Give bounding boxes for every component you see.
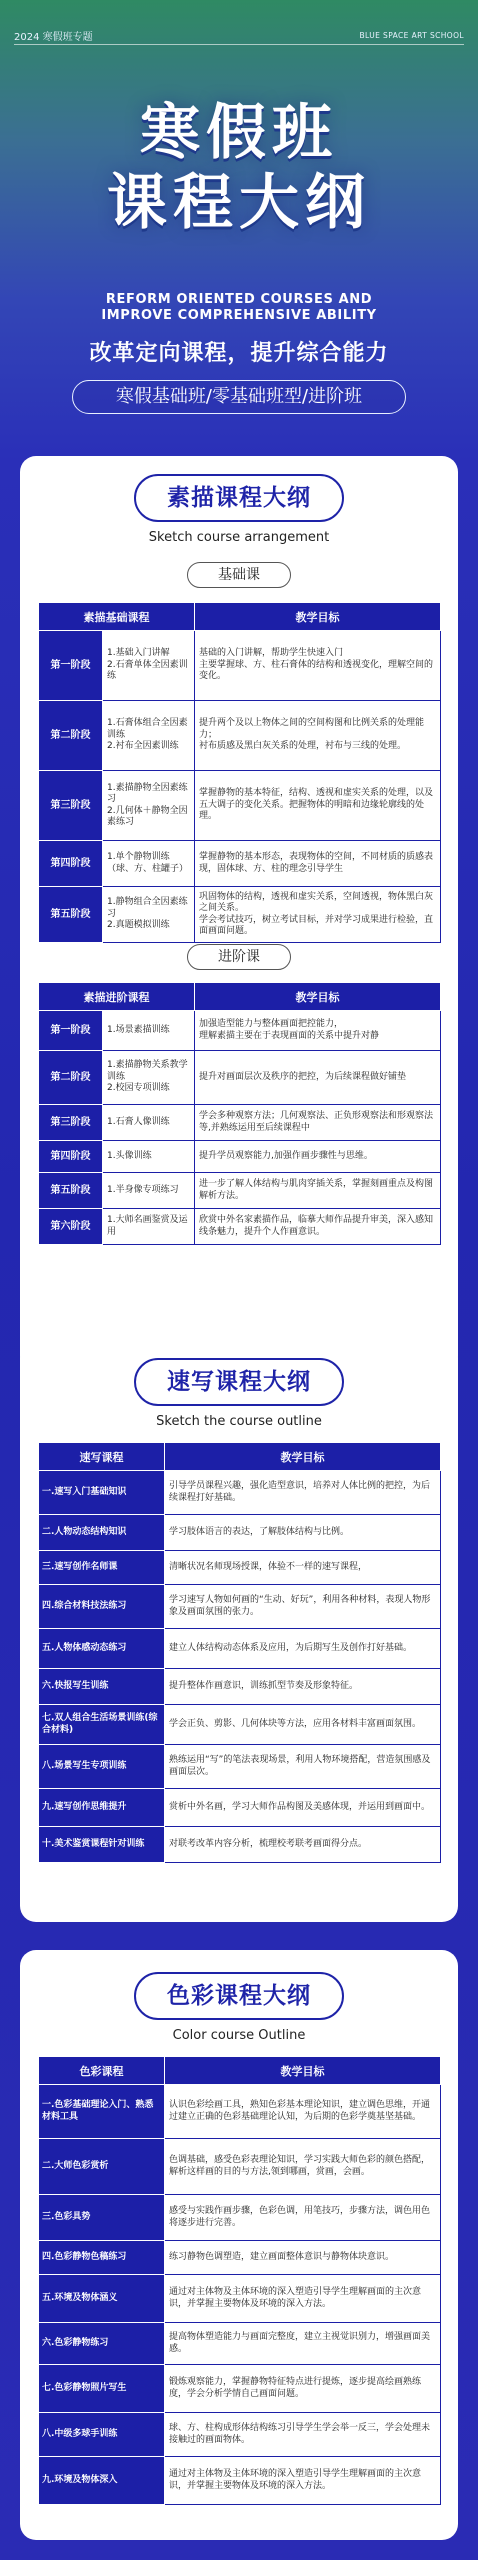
- row-stage: 第三阶段: [39, 771, 103, 841]
- table-row: [39, 2413, 441, 2457]
- row-course: 1.素描静物关系教学训练 2.校园专项训练: [103, 1051, 195, 1105]
- english-tagline-line1: REFORM ORIENTED COURSES AND: [105, 292, 373, 307]
- table-header-course: 素描进阶课程: [39, 983, 195, 1011]
- row-course: 六.色彩静物练习: [39, 2323, 165, 2365]
- row-course: 四.色彩静物色稿练习: [39, 2241, 165, 2275]
- table-row: [39, 1209, 441, 1245]
- row-course: 1.半身像专项练习: [103, 1173, 195, 1209]
- row-goal: 提升学员观察能力,加强作画步骤性与思维。: [195, 1141, 441, 1173]
- row-course: 七.色彩静物照片写生: [39, 2365, 165, 2413]
- table-row: [39, 1011, 441, 1051]
- table-row: [39, 1629, 441, 1669]
- row-goal: 练习静物色调塑造，建立画面整体意识与静物体块意识。: [165, 2241, 441, 2275]
- row-course: 1.石膏人像训练: [103, 1105, 195, 1141]
- table-row: [39, 2195, 441, 2241]
- table-row: [39, 1551, 441, 1585]
- quick-sketch-table: [38, 1442, 441, 1863]
- row-course: 一.速写入门基础知识: [39, 1471, 165, 1515]
- row-course: 二.大师色彩赏析: [39, 2139, 165, 2195]
- row-goal: 球、方、柱构成形体结构练习引导学生学会举一反三，学会处理未接触过的画面物体。: [165, 2413, 441, 2457]
- row-course: 五.环境及物体涵义: [39, 2275, 165, 2323]
- sketch-title-badge: [134, 474, 344, 522]
- sketch-subtitle: Sketch course arrangement: [148, 530, 330, 545]
- english-tagline-line2: IMPROVE COMPREHENSIVE ABILITY: [101, 308, 377, 323]
- row-goal: 赏析中外名画，学习大师作品构图及美感体现，并运用到画面中。: [165, 1789, 441, 1827]
- row-stage: 第四阶段: [39, 841, 103, 887]
- row-goal: 学习速写人物如何画的“生动、好玩”，利用各种材料，表现人物形象及画面氛围的张力。: [165, 1585, 441, 1629]
- row-goal: 提升两个及以上物体之间的空间构图和比例关系的处理能力； 衬布质感及黑白灰关系的处理，衬布与三线的处理。: [195, 701, 441, 771]
- row-course: 八.场景写生专项训练: [39, 1745, 165, 1789]
- table-row: [39, 1827, 441, 1863]
- row-goal: 通过对主体物及主体环境的深入塑造引导学生理解画面的主次意识，并掌握主要物体及环境的深入方法。: [165, 2275, 441, 2323]
- row-course: 五.人物体感动态练习: [39, 1629, 165, 1669]
- row-course: 1.基础入门讲解 2.石膏单体全因素训练: [103, 631, 195, 701]
- row-goal: 欣赏中外名家素描作品，临摹大师作品提升审美，深入感知线条魅力，提升个人作画意识。: [195, 1209, 441, 1245]
- quick-title: 速写课程大纲: [154, 1363, 324, 1401]
- table-row: [39, 2275, 441, 2323]
- row-goal: 提升整体作画意识，训练抓型节奏及形象特征。: [165, 1669, 441, 1705]
- row-stage: 第一阶段: [39, 631, 103, 701]
- row-stage: 第三阶段: [39, 1105, 103, 1141]
- color-title: 色彩课程大纲: [154, 1977, 324, 2015]
- row-course: 九.环境及物体深入: [39, 2457, 165, 2505]
- row-goal: 掌握静物的基本特征，结构、透视和虚实关系的处理，以及五大调子的变化关系。把握物体的明暗和边缘轮廓线的处理。: [195, 771, 441, 841]
- school-name: BLUE SPACE ART SCHOOL: [359, 31, 464, 40]
- table-row: [39, 2457, 441, 2505]
- row-stage: 第四阶段: [39, 1141, 103, 1173]
- row-goal: 提升对画面层次及秩序的把控，为后续课程做好铺垫: [195, 1051, 441, 1105]
- table-header-course: 速写课程: [39, 1443, 165, 1471]
- row-goal: 锻炼观察能力，掌握静物特征特点进行提炼，逐步提高绘画熟练度，学会分析学情自己画面问题。: [165, 2365, 441, 2413]
- quick-title-badge: [134, 1358, 344, 1406]
- sketch-advanced-table: [38, 982, 441, 1245]
- row-goal: 对联考改革内容分析，梳理校考联考画面得分点。: [165, 1827, 441, 1863]
- table-header-course: 素描基础课程: [39, 603, 195, 631]
- row-goal: 学会正负、剪影、几何体块等方法，应用各材料丰富画面氛围。: [165, 1705, 441, 1745]
- row-course: 1.头像训练: [103, 1141, 195, 1173]
- row-course: 三.色彩具势: [39, 2195, 165, 2241]
- row-stage: 第二阶段: [39, 701, 103, 771]
- row-goal: 引导学员课程兴趣，强化造型意识，培养对人体比例的把控，为后续课程打好基础。: [165, 1471, 441, 1515]
- table-row: [39, 1141, 441, 1173]
- table-row: [39, 1051, 441, 1105]
- main-title-line2: 课程大纲: [107, 168, 371, 238]
- color-card: [20, 1950, 458, 2540]
- row-goal: 掌握静物的基本形态，表现物体的空间，不同材质的质感表现，固体球、方、柱的理念引导学生: [195, 841, 441, 887]
- table-row: [39, 887, 441, 943]
- sketch-title: 素描课程大纲: [154, 479, 324, 517]
- table-row: [39, 1173, 441, 1209]
- table-row: [39, 771, 441, 841]
- row-stage: 第二阶段: [39, 1051, 103, 1105]
- basic-level-badge: 基础课: [187, 562, 291, 588]
- english-tagline: [0, 292, 478, 324]
- edition-label: 2024 寒假班专题: [14, 32, 93, 43]
- row-goal: 提高物体塑造能力与画面完整度，建立主视觉识别力，增强画面美感。: [165, 2323, 441, 2365]
- row-goal: 进一步了解人体结构与肌肉穿插关系，掌握刻画重点及构图解析方法。: [195, 1173, 441, 1209]
- row-goal: 学习肢体语言的表达，了解肢体结构与比例。: [165, 1515, 441, 1551]
- row-goal: 感受与实践作画步骤，色彩色调，用笔技巧，步骤方法，调色用色将逐步进行完善。: [165, 2195, 441, 2241]
- row-goal: 建立人体结构动态体系及应用，为后期写生及创作打好基础。: [165, 1629, 441, 1669]
- row-course: 1.石膏体组合全因素训练 2.衬布全因素训练: [103, 701, 195, 771]
- class-types-pill: 寒假基础班/零基础班型/进阶班: [72, 380, 406, 414]
- table-header-goal: 教学目标: [195, 983, 441, 1011]
- table-row: [39, 1471, 441, 1515]
- quick-subtitle: Sketch the course outline: [156, 1414, 322, 1429]
- sketch-card: [20, 456, 458, 1372]
- row-course: 十.美术鉴赏课程针对训练: [39, 1827, 165, 1863]
- row-course: 四.综合材料技法练习: [39, 1585, 165, 1629]
- row-goal: 加强造型能力与整体画面把控能力， 理解素描主要在于表现画面的关系中提升对静: [195, 1011, 441, 1051]
- row-goal: 认识色彩绘画工具，熟知色彩基本理论知识，建立调色思维，开通过建立正确的色彩基础理论认知，为后期的色彩学奠基坚基础。: [165, 2085, 441, 2139]
- table-row: [39, 1789, 441, 1827]
- row-goal: 色调基础，感受色彩表理论知识，学习实践大师色彩的颜色搭配，解析这样画的目的与方法,领到哪画，赏画，会画。: [165, 2139, 441, 2195]
- row-stage: 第五阶段: [39, 887, 103, 943]
- row-course: 1.素描静物全因素练习 2.几何体＋静物全因素练习: [103, 771, 195, 841]
- table-row: [39, 1585, 441, 1629]
- row-course: 二.人物动态结构知识: [39, 1515, 165, 1551]
- table-header-goal: 教学目标: [165, 2057, 441, 2085]
- table-row: [39, 1515, 441, 1551]
- row-stage: 第一阶段: [39, 1011, 103, 1051]
- row-goal: 通过对主体物及主体环境的深入塑造引导学生理解画面的主次意识，并掌握主要物体及环境的深入方法。: [165, 2457, 441, 2505]
- table-row: [39, 701, 441, 771]
- color-subtitle: Color course Outline: [172, 2028, 306, 2043]
- row-course: 一.色彩基础理论入门、熟悉材料工具: [39, 2085, 165, 2139]
- row-course: 八.中级多球手训练: [39, 2413, 165, 2457]
- quick-sketch-card: [20, 1342, 458, 1922]
- color-table: [38, 2056, 441, 2505]
- table-row: [39, 631, 441, 701]
- row-course: 七.双人组合生活场景训练(综合材料): [39, 1705, 165, 1745]
- row-goal: 巩固物体的结构，透视和虚实关系，空间透视，物体黑白灰之间关系。 学会考试技巧，树立考试目标，并对学习成果进行检验，直面画面问题。: [195, 887, 441, 943]
- slogan: 改革定向课程，提升综合能力: [89, 341, 389, 366]
- row-course: 1.大师名画鉴赏及运用: [103, 1209, 195, 1245]
- row-course: 1.静物组合全因素练习 2.真题模拟训练: [103, 887, 195, 943]
- row-course: 六.快报写生训练: [39, 1669, 165, 1705]
- row-course: 1.单个静物训练（球、方、柱罐子）: [103, 841, 195, 887]
- row-goal: 基础的入门讲解，帮助学生快速入门 主要掌握球、方、柱石膏体的结构和透视变化，理解空间的变化。: [195, 631, 441, 701]
- row-stage: 第五阶段: [39, 1173, 103, 1209]
- top-bar: [14, 28, 464, 43]
- row-stage: 第六阶段: [39, 1209, 103, 1245]
- table-header-course: 色彩课程: [39, 2057, 165, 2085]
- main-title-line1: 寒假班: [140, 98, 338, 168]
- row-course: 1.场景素描训练: [103, 1011, 195, 1051]
- row-course: 九.速写创作思维提升: [39, 1789, 165, 1827]
- row-goal: 学会多种观察方法；几何观察法、正负形观察法和形观察法等,并熟练运用至后续课程中: [195, 1105, 441, 1141]
- table-row: [39, 1669, 441, 1705]
- sketch-basic-table: [38, 602, 441, 943]
- table-header-goal: 教学目标: [195, 603, 441, 631]
- table-row: [39, 2241, 441, 2275]
- row-course: 三.速写创作名师课: [39, 1551, 165, 1585]
- top-divider: [14, 44, 464, 45]
- table-row: [39, 1105, 441, 1141]
- row-goal: 清晰状况名师现场授课，体验不一样的速写课程，: [165, 1551, 441, 1585]
- table-row: [39, 2365, 441, 2413]
- table-header-goal: 教学目标: [165, 1443, 441, 1471]
- table-row: [39, 2085, 441, 2139]
- table-row: [39, 1705, 441, 1745]
- table-row: [39, 1745, 441, 1789]
- table-row: [39, 2323, 441, 2365]
- row-goal: 熟练运用“写”的笔法表现场景，利用人物环境搭配，营造氛围感及画面层次。: [165, 1745, 441, 1789]
- color-title-badge: [134, 1972, 344, 2020]
- table-row: [39, 841, 441, 887]
- advanced-level-badge: 进阶课: [187, 944, 291, 970]
- table-row: [39, 2139, 441, 2195]
